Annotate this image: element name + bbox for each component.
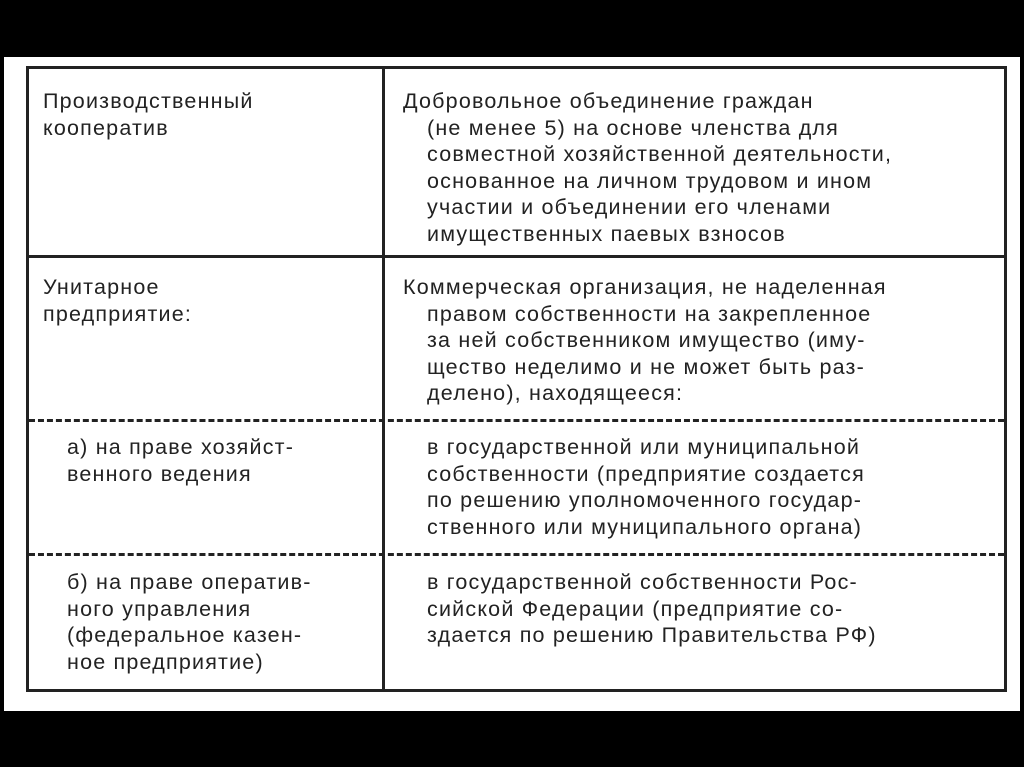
row-1-definition [403,88,892,247]
row-divider-solid [29,255,1004,258]
row-1-definition-line: Добровольное объединение граждан [403,89,814,113]
column-divider [382,69,385,689]
row-4-term-line: б) на праве оператив- [67,570,312,594]
row-3-term-line: а) на праве хозяйст- [67,435,295,459]
row-4-definition-line: в государственной собственности Рос- [427,570,858,594]
row-2-definition-line: правом собственности на закрепленное [427,301,872,326]
row-1-definition-line: (не менее 5) на основе членства для [427,115,840,140]
row-2-definition-line: Коммерческая организация, не наделенная [403,275,887,299]
row-3-definition-line: собственности (предприятие создается [427,461,865,486]
row-4-term-line: ного управления [67,596,252,621]
row-2-definition [403,274,887,407]
row-4-definition [427,569,877,649]
row-3-definition-line: в государственной или муниципальной [427,435,861,459]
row-3-term-line: венного ведения [67,461,252,486]
row-1-definition-line: имущественных паевых взносов [427,221,786,246]
row-3-definition-line: ственного или муниципального органа) [427,514,863,539]
row-3-term [67,434,294,487]
row-3-definition [427,434,865,540]
row-4-definition-line: сийской Федерации (предприятие со- [427,596,844,621]
row-2-term [43,274,192,327]
row-2-term-line: Унитарное [43,275,160,299]
row-4-definition-line: здается по решению Правительства РФ) [427,623,877,647]
row-divider-dashed-1 [29,419,1004,422]
row-1-term [43,88,254,141]
row-2-definition-line: делено), находящееся: [427,381,684,405]
document-page [4,57,1020,711]
row-1-term-line: Производственный [43,89,254,113]
comparison-table [26,66,1007,692]
row-divider-dashed-2 [29,553,1004,556]
row-2-term-line: предприятие: [43,301,193,326]
row-3-definition-line: по решению уполномоченного государ- [427,488,863,512]
row-1-definition-line: участии и объединении его членами [427,195,832,219]
row-4-term-line: (федеральное казен- [67,623,303,647]
row-2-definition-line: за ней собственником имущество (иму- [427,328,866,352]
row-1-term-line: кооператив [43,115,169,140]
row-1-definition-line: основанное на личном трудовом и ином [427,168,873,193]
row-1-definition-line: совместной хозяйственной деятельности, [427,142,893,166]
row-2-definition-line: щество неделимо и не может быть раз- [427,354,865,379]
row-4-term-line: ное предприятие) [67,649,264,674]
row-4-term [67,569,312,675]
